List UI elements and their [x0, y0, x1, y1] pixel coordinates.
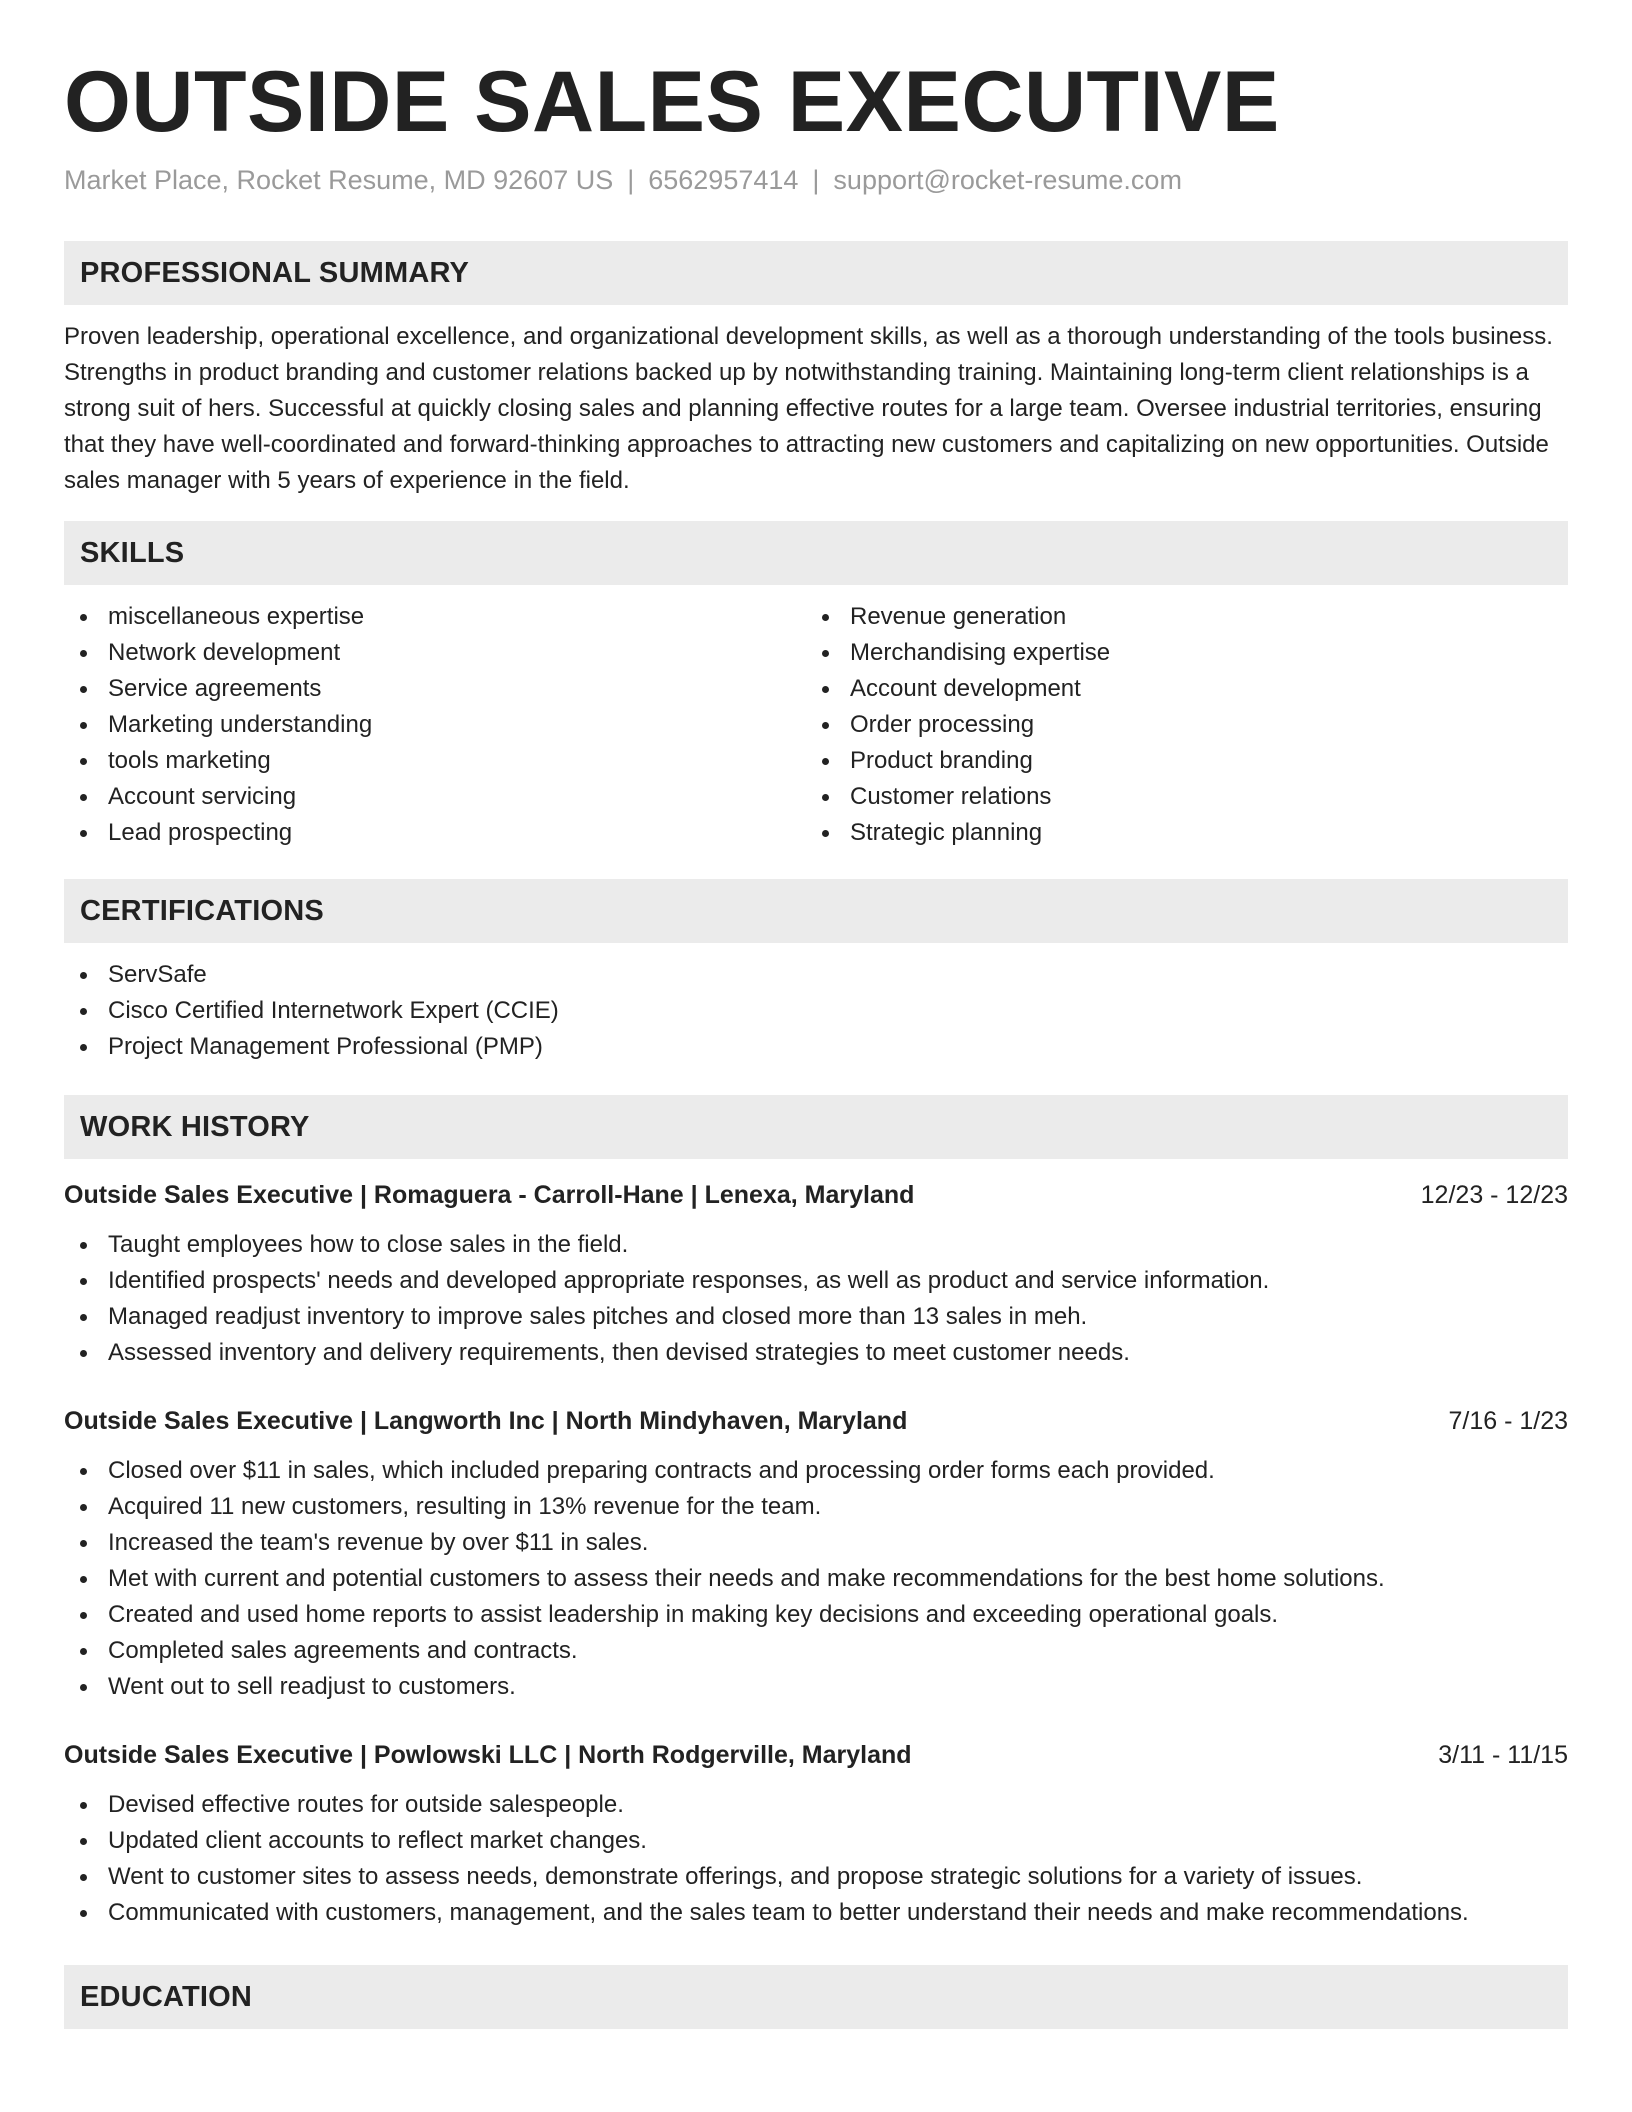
list-item: [64, 743, 806, 779]
contact-address: Market Place, Rocket Resume, MD 92607 US: [64, 165, 614, 195]
bullet-icon: [822, 722, 829, 729]
education-section: [64, 1965, 1568, 2029]
bullet-icon: [80, 1314, 87, 1321]
contact-separator: |: [627, 165, 635, 195]
list-item: [806, 707, 1548, 743]
list-item: [64, 1787, 1568, 1823]
resume-page: [64, 0, 1568, 2029]
list-item: [64, 1227, 1568, 1263]
list-item: [64, 815, 806, 851]
list-item: [64, 1633, 1568, 1669]
bullet-icon: [80, 1874, 87, 1881]
job-header: [64, 1735, 1568, 1775]
bullet-icon: [80, 1504, 87, 1511]
list-item: [64, 993, 1568, 1029]
contact-phone: 6562957414: [648, 165, 799, 195]
bullet-icon: [822, 758, 829, 765]
education-heading: EDUCATION: [64, 1965, 1568, 2029]
bullet-icon: [80, 1838, 87, 1845]
job-bullet-text: Managed readjust inventory to improve sales pitches and closed more than 13 sales in meh.: [108, 1303, 1088, 1330]
candidate-name: OUTSIDE SALES EXECUTIVE: [64, 54, 1280, 150]
job-bullet-text: Identified prospects' needs and developed appropriate responses, as well as product and service information.: [108, 1267, 1270, 1294]
job-dates: 7/16 - 1/23: [1448, 1407, 1568, 1435]
list-item: [64, 1895, 1568, 1931]
bullet-icon: [80, 722, 87, 729]
job-entry: [64, 1735, 1568, 1931]
job-bullet-text: Communicated with customers, management, and the sales team to better understand their needs and make recommendations.: [108, 1899, 1469, 1926]
list-item: [64, 1299, 1568, 1335]
job-bullet-text: Completed sales agreements and contracts.: [108, 1637, 578, 1664]
job-bullet-text: Acquired 11 new customers, resulting in 13% revenue for the team.: [108, 1493, 822, 1520]
bullet-icon: [80, 1576, 87, 1583]
list-item: [64, 1029, 1568, 1065]
job-bullet-text: Went to customer sites to assess needs, demonstrate offerings, and propose strategic solutions for a variety of issues.: [108, 1863, 1363, 1890]
skill-label: Strategic planning: [850, 819, 1043, 846]
contact-email: support@rocket-resume.com: [833, 165, 1182, 195]
certification-label: Cisco Certified Internetwork Expert (CCIE): [108, 997, 559, 1024]
list-item: [64, 1669, 1568, 1705]
bullet-icon: [822, 830, 829, 837]
list-item: [64, 957, 1568, 993]
list-item: [64, 635, 806, 671]
list-item: [64, 779, 806, 815]
list-item: [64, 1263, 1568, 1299]
list-item: [64, 1489, 1568, 1525]
bullet-icon: [80, 1802, 87, 1809]
list-item: [64, 1453, 1568, 1489]
certifications-section: [64, 879, 1568, 1065]
bullet-icon: [80, 686, 87, 693]
bullet-icon: [822, 650, 829, 657]
skill-label: Service agreements: [108, 675, 322, 702]
bullet-icon: [80, 1008, 87, 1015]
job-bullets: [64, 1453, 1568, 1705]
list-item: [806, 743, 1548, 779]
job-header: [64, 1175, 1568, 1215]
job-bullet-text: Devised effective routes for outside salespeople.: [108, 1791, 624, 1818]
list-item: [64, 1561, 1568, 1597]
list-item: [64, 1859, 1568, 1895]
list-item: [806, 671, 1548, 707]
list-item: [64, 1525, 1568, 1561]
job-header: [64, 1401, 1568, 1441]
certifications-heading: CERTIFICATIONS: [64, 879, 1568, 943]
summary-heading: PROFESSIONAL SUMMARY: [64, 241, 1568, 305]
work-history-heading: WORK HISTORY: [64, 1095, 1568, 1159]
summary-text: Proven leadership, operational excellence, and organizational development skills, as well as a thorough understanding of the tools business. Strengths in product branding and customer relations backed up by notwithstanding training. Maintaining long-term client relationships is a strong suit of hers. Successful at quickly closing sales and planning effective routes for a large team. Oversee industrial territories, ensuring that they have well-coordinated and forward-thinking approaches to attracting new customers and capitalizing on new opportunities. Outside sales manager with 5 years of experience in the field.: [64, 323, 1553, 494]
bullet-icon: [822, 614, 829, 621]
list-item: [64, 1335, 1568, 1371]
job-bullet-text: Updated client accounts to reflect market changes.: [108, 1827, 647, 1854]
bullet-icon: [80, 1910, 87, 1917]
skills-column-right: [806, 599, 1548, 851]
work-history-section: [64, 1095, 1568, 1931]
bullet-icon: [80, 1044, 87, 1051]
bullet-icon: [80, 614, 87, 621]
certifications-list: [64, 957, 1568, 1065]
bullet-icon: [80, 1350, 87, 1357]
bullet-icon: [822, 794, 829, 801]
bullet-icon: [80, 1242, 87, 1249]
bullet-icon: [80, 794, 87, 801]
job-bullet-text: Increased the team's revenue by over $11 in sales.: [108, 1529, 649, 1556]
list-item: [64, 599, 806, 635]
job-entry: [64, 1401, 1568, 1705]
list-item: [806, 635, 1548, 671]
job-title: Outside Sales Executive | Powlowski LLC | North Rodgerville, Maryland: [64, 1741, 912, 1769]
job-entry: [64, 1175, 1568, 1371]
job-bullet-text: Assessed inventory and delivery requirements, then devised strategies to meet customer needs.: [108, 1339, 1130, 1366]
skills-section: [64, 521, 1568, 851]
job-bullet-text: Went out to sell readjust to customers.: [108, 1673, 516, 1700]
skill-label: Customer relations: [850, 783, 1052, 810]
skill-label: Account servicing: [108, 783, 297, 810]
list-item: [64, 1823, 1568, 1859]
list-item: [64, 707, 806, 743]
skills-list-left: [64, 599, 806, 851]
list-item: [64, 1597, 1568, 1633]
job-bullet-text: Closed over $11 in sales, which included preparing contracts and processing order forms each provided.: [108, 1457, 1215, 1484]
contact-separator: |: [812, 165, 820, 195]
skill-label: miscellaneous expertise: [108, 603, 365, 630]
job-dates: 3/11 - 11/15: [1438, 1741, 1568, 1769]
job-title: Outside Sales Executive | Langworth Inc | North Mindyhaven, Maryland: [64, 1407, 908, 1435]
list-item: [64, 671, 806, 707]
skill-label: Network development: [108, 639, 341, 666]
skill-label: Order processing: [850, 711, 1035, 738]
bullet-icon: [80, 972, 87, 979]
bullet-icon: [80, 758, 87, 765]
job-bullets: [64, 1227, 1568, 1371]
skill-label: Revenue generation: [850, 603, 1067, 630]
skill-label: Merchandising expertise: [850, 639, 1111, 666]
bullet-icon: [80, 650, 87, 657]
certification-label: ServSafe: [108, 961, 207, 988]
job-bullet-text: Created and used home reports to assist leadership in making key decisions and exceeding operational goals.: [108, 1601, 1279, 1628]
bullet-icon: [80, 1468, 87, 1475]
bullet-icon: [80, 1648, 87, 1655]
skill-label: Account development: [850, 675, 1081, 702]
bullet-icon: [80, 1540, 87, 1547]
skills-grid: [64, 599, 1568, 851]
bullet-icon: [80, 830, 87, 837]
skill-label: Product branding: [850, 747, 1033, 774]
bullet-icon: [80, 1684, 87, 1691]
skill-label: Lead prospecting: [108, 819, 293, 846]
job-bullet-text: Met with current and potential customers to assess their needs and make recommendations for the best home solutions.: [108, 1565, 1385, 1592]
summary-section: [64, 241, 1568, 499]
skill-label: tools marketing: [108, 747, 271, 774]
skills-column-left: [64, 599, 806, 851]
skill-label: Marketing understanding: [108, 711, 373, 738]
skills-heading: SKILLS: [64, 521, 1568, 585]
list-item: [806, 815, 1548, 851]
job-title: Outside Sales Executive | Romaguera - Carroll-Hane | Lenexa, Maryland: [64, 1181, 915, 1209]
job-dates: 12/23 - 12/23: [1420, 1181, 1568, 1209]
bullet-icon: [80, 1612, 87, 1619]
skills-list-right: [806, 599, 1548, 851]
list-item: [806, 779, 1548, 815]
bullet-icon: [80, 1278, 87, 1285]
bullet-icon: [822, 686, 829, 693]
certification-label: Project Management Professional (PMP): [108, 1033, 543, 1060]
contact-line: [64, 160, 1568, 200]
job-bullets: [64, 1787, 1568, 1931]
list-item: [806, 599, 1548, 635]
job-bullet-text: Taught employees how to close sales in the field.: [108, 1231, 629, 1258]
